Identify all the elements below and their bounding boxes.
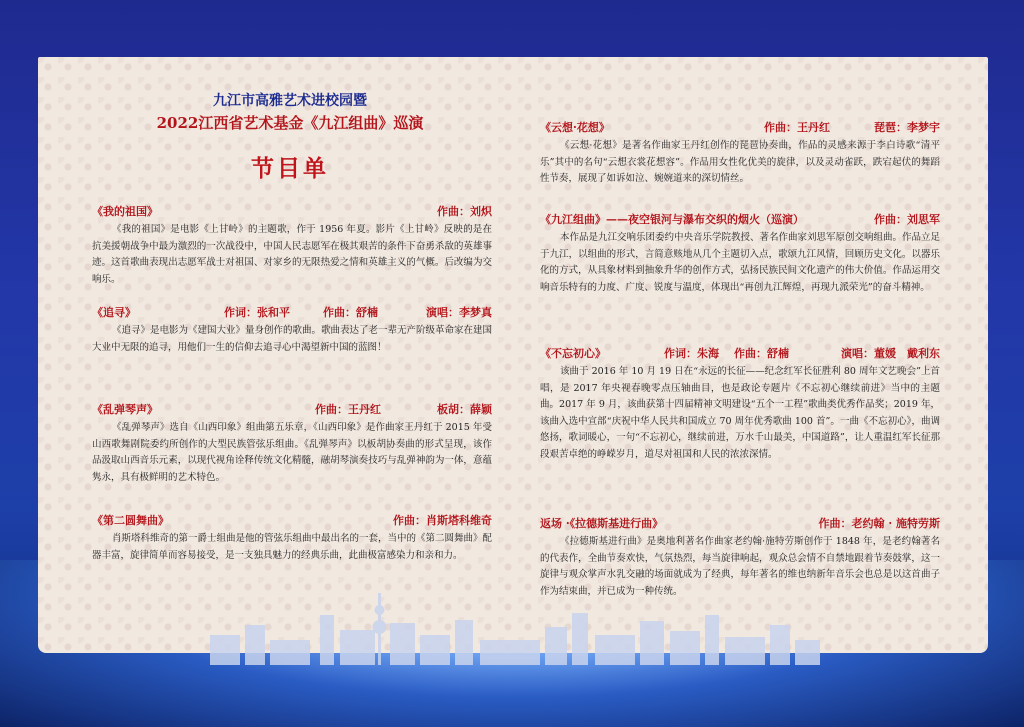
piece-7 xyxy=(540,347,940,463)
piece-composer: 作曲：王丹红 xyxy=(764,121,830,134)
piece-performer: 演唱：李梦真 xyxy=(426,306,492,319)
piece-title: 《第二圆舞曲》 xyxy=(92,514,169,527)
piece-title: 《追寻》 xyxy=(92,306,136,319)
program-title: 节目单 xyxy=(251,155,329,182)
piece-description: 《乱弹琴声》选自《山西印象》组曲第五乐章，《山西印象》是作曲家王丹红于 2015 年受山西歌舞剧院委约所创作的大型民族管弦乐组曲。《乱弹琴声》以板胡协奏曲的形式呈现，该作品汲取山西音乐元素，以现代视角诠释传统文化精髓，融胡琴演奏技巧与乱弹神韵为一体，意蕴隽永，具有极鲜明的艺术特色。 xyxy=(92,422,492,483)
piece-composer: 作曲：刘炽 xyxy=(437,205,492,218)
piece-description: 本作品是九江交响乐团委约中央音乐学院教授、著名作曲家刘思军原创交响组曲。作品立足于九江，以组曲的形式，言简意赅地从几个主题切入点，歌颂九江风情，回顾历史文化。以器乐化的方式，从具象材料到抽象升华的创作方式，弘扬民族民间文化遗产的伟大价值。作品运用交响音乐特有的力度、广度、锐度与温度，体现出“再创九江辉煌，再现九派荣光”的奋斗精神。 xyxy=(540,232,941,293)
piece-description: 《追寻》是电影为《建国大业》量身创作的歌曲。歌曲表达了老一辈无产阶级革命家在建国大业中无限的追寻，用他们一生的信仰去追寻心中渴望新中国的蓝图！ xyxy=(92,325,493,353)
piece-4 xyxy=(92,514,492,564)
piece-3 xyxy=(92,403,492,486)
piece-8 xyxy=(540,517,940,600)
piece-performer: 板胡：薛颖 xyxy=(437,403,492,416)
piece-composer: 作曲：舒楠 xyxy=(323,306,378,319)
piece-2 xyxy=(92,306,492,356)
piece-composer: 作曲：肖斯塔科维奇 xyxy=(393,514,492,527)
piece-lyricist: 作词：朱海 xyxy=(664,347,719,360)
header-line1: 九江市高雅艺术进校园暨 xyxy=(213,93,367,109)
piece-description: 《云想·花想》是著名作曲家王丹红创作的琵琶协奏曲，作品的灵感来源于李白诗歌“清平乐”其中的名句“云想衣裳花想容”。作品用女性化优美的旋律，以及灵动雀跃，跌宕起伏的舞蹈性节奏，展现了如诉如泣、婉婉道来的深切情丝。 xyxy=(540,140,940,184)
piece-lyricist: 作词：张和平 xyxy=(224,306,290,319)
piece-title: 《云想·花想》 xyxy=(540,121,610,134)
piece-title: 《九江组曲》——夜空银河与瀑布交织的烟火（巡演） xyxy=(540,213,804,226)
header-line2: 2022江西省艺术基金《九江组曲》巡演 xyxy=(156,114,424,132)
piece-1 xyxy=(92,205,492,288)
program-header xyxy=(90,93,490,183)
piece-title: 《我的祖国》 xyxy=(92,205,158,218)
piece-composer: 作曲：舒楠 xyxy=(734,347,789,360)
piece-title: 《不忘初心》 xyxy=(540,347,606,360)
piece-composer: 作曲：王丹红 xyxy=(315,403,381,416)
piece-title: 《乱弹琴声》 xyxy=(92,403,158,416)
piece-description: 肖斯塔科维奇的第一爵士组曲是他的管弦乐组曲中最出名的一套，当中的《第二圆舞曲》配器丰富，旋律简单而容易接受，是一支独具魅力的经典乐曲，此曲极富感染力和亲和力。 xyxy=(92,533,493,561)
piece-description: 《我的祖国》是电影《上甘岭》的主题歌，作于 1956 年夏。影片《上甘岭》反映的是在抗美援朝战争中最为激烈的一次战役中，中国人民志愿军在极其艰苦的条件下奋勇杀敌的英雄事迹。这首歌曲表现出志愿军战士对祖国、对家乡的无限热爱之情和英雄主义的气概。后改编为交响乐。 xyxy=(92,224,492,285)
piece-6 xyxy=(540,213,940,296)
piece-performer: 琵琶：李梦宇 xyxy=(874,121,940,134)
piece-description: 该曲于 2016 年 10 月 19 日在“永远的长征——纪念红军长征胜利 80 周年文艺晚会”上首唱，是 2017 年央视春晚零点压轴曲目，也是政论专题片《不忘初心继续前进》当中的主题曲。2017 年 9 月，该曲获第十四届精神文明建设“五个一工程”歌曲类优秀作品奖；2019 年，该曲入选中宣部“庆祝中华人民共和国成立 70 周年优秀歌曲 100 首”。一曲《不忘初心》，曲调悠扬，歌词暖心，一句“不忘初心，继续前进，万水千山最美，中国道路”，让人重温红军长征那段艰苦卓绝的峥嵘岁月，道尽对祖国和人民的浓浓深情。 xyxy=(540,366,940,460)
piece-performer: 演唱：董媛 戴利东 xyxy=(841,347,940,360)
piece-composer: 作曲：老约翰 · 施特劳斯 xyxy=(818,517,940,530)
piece-title: 返场 ·《拉德斯基进行曲》 xyxy=(540,517,664,530)
piece-composer: 作曲：刘思军 xyxy=(874,213,940,226)
piece-description: 《拉德斯基进行曲》是奥地利著名作曲家老约翰·施特劳斯创作于 1848 年，是老约翰著名的代表作，全曲节奏欢快，气氛热烈，每当旋律响起，观众总会情不自禁地跟着节奏鼓掌，这一旋律与观众掌声水乳交融的场面就成为了经典，每年著名的维也纳新年音乐会也总是以这首曲子作为结束曲，并已成为一种传统。 xyxy=(540,536,940,597)
piece-5 xyxy=(540,121,940,188)
